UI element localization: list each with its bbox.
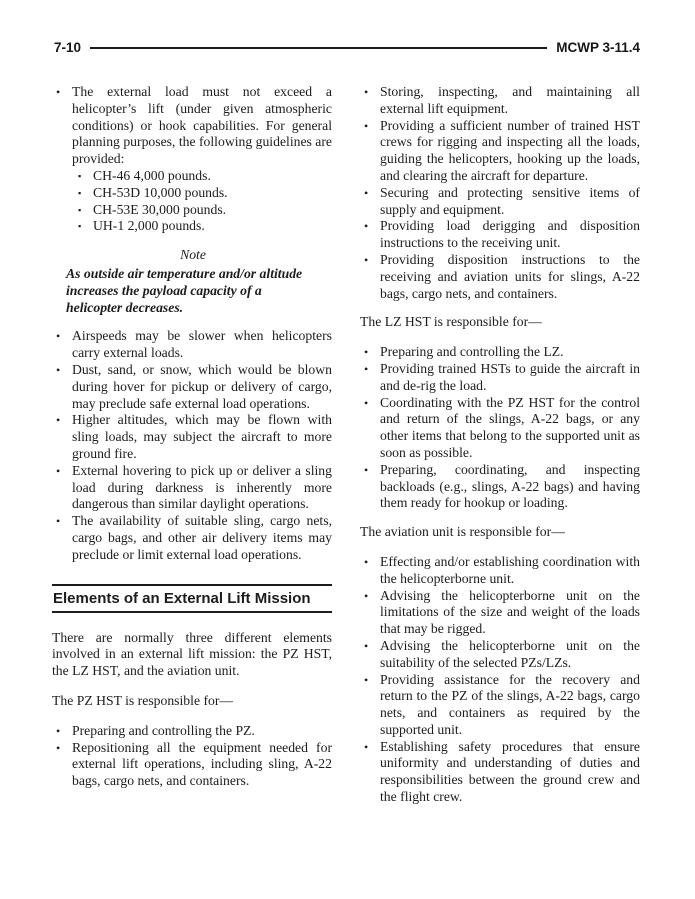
square-bullet-icon: ▪ bbox=[78, 221, 82, 232]
list-item-text: CH-46 4,000 pounds. bbox=[93, 167, 211, 183]
page-header bbox=[0, 0, 695, 55]
considerations-list bbox=[52, 328, 332, 563]
list-item-aircraft bbox=[78, 218, 332, 235]
square-bullet-icon: ▪ bbox=[78, 204, 82, 215]
lz-hst-lead-in: The LZ HST is responsible for— bbox=[360, 314, 542, 330]
list-item-text: Storing, inspecting, and maintaining all external lift equipment. bbox=[380, 84, 640, 116]
list-item bbox=[52, 328, 332, 362]
external-load-list bbox=[52, 84, 332, 235]
list-item-text: CH-53D 10,000 pounds. bbox=[93, 184, 228, 200]
bullet-icon: • bbox=[364, 345, 369, 360]
list-item-text: The external load must not exceed a helicopter’s lift (under given atmospheric conditions) or hook capabilities. For general planning purposes, the following guidelines are provided: bbox=[72, 84, 333, 167]
bullet-icon: • bbox=[364, 739, 369, 754]
bullet-icon: • bbox=[364, 118, 369, 133]
list-item-aircraft bbox=[78, 202, 332, 219]
page-body bbox=[0, 55, 695, 818]
bullet-icon: • bbox=[56, 463, 61, 478]
bullet-icon: • bbox=[56, 413, 61, 428]
aviation-unit-list bbox=[360, 554, 640, 806]
note-title: Note bbox=[180, 247, 206, 263]
list-item bbox=[360, 395, 640, 462]
list-item-text: CH-53E 30,000 pounds. bbox=[93, 201, 227, 217]
list-item-text: Advising the helicopterborne unit on the suitability of the selected PZs/LZs. bbox=[380, 637, 640, 670]
bullet-icon: • bbox=[56, 85, 61, 99]
bullet-icon: • bbox=[56, 514, 61, 529]
list-item bbox=[360, 672, 640, 739]
bullet-icon: • bbox=[56, 362, 61, 377]
list-item bbox=[360, 218, 640, 252]
list-item-text: Establishing safety procedures that ensure uniformity and understanding of duties and responsibilities between the ground crew and the flight crew. bbox=[380, 738, 640, 805]
section-heading: Elements of an External Lift Mission bbox=[52, 584, 332, 613]
aviation-unit-lead-in: The aviation unit is responsible for— bbox=[360, 524, 565, 540]
bullet-icon: • bbox=[364, 672, 369, 687]
left-column bbox=[52, 84, 332, 818]
list-item-text: Effecting and/or establishing coordination with the helicopterborne unit. bbox=[380, 553, 640, 586]
bullet-icon: • bbox=[364, 361, 369, 376]
bullet-icon: • bbox=[364, 638, 369, 653]
bullet-icon: • bbox=[364, 219, 369, 234]
list-item bbox=[52, 362, 332, 412]
pz-hst-lead-in: The PZ HST is responsible for— bbox=[52, 692, 234, 708]
list-item bbox=[360, 84, 640, 118]
list-item-text: Advising the helicopterborne unit on the limitations of the size and weight of the loads that may be rigged. bbox=[380, 587, 640, 637]
list-item bbox=[52, 723, 332, 740]
list-item-text: Providing trained HSTs to guide the aircraft in and de-rig the load. bbox=[380, 360, 640, 393]
bullet-icon: • bbox=[56, 329, 61, 344]
bullet-icon: • bbox=[364, 85, 369, 99]
list-item bbox=[360, 185, 640, 219]
list-item bbox=[52, 84, 332, 168]
list-item-text: UH-1 2,000 pounds. bbox=[93, 218, 205, 234]
bullet-icon: • bbox=[56, 740, 61, 755]
list-item bbox=[360, 739, 640, 806]
square-bullet-icon: ▪ bbox=[78, 187, 82, 198]
list-item bbox=[360, 462, 640, 512]
list-item bbox=[360, 118, 640, 185]
list-item-aircraft bbox=[78, 185, 332, 202]
list-item-text: Dust, sand, or snow, which would be blown during hover for pickup or delivery of cargo, may preclude safe external load operations. bbox=[72, 361, 332, 411]
list-item-text: Coordinating with the PZ HST for the control and return of the slings, A-22 bags, or any other items that belong to the supported unit as soon as possible. bbox=[380, 394, 640, 460]
bullet-icon: • bbox=[364, 185, 369, 200]
bullet-icon: • bbox=[364, 252, 369, 267]
note-text: As outside air temperature and/or altitude increases the payload capacity of a helicopter decreases. bbox=[66, 265, 303, 315]
list-item-text: Providing load derigging and disposition instructions to the receiving unit. bbox=[380, 218, 640, 251]
list-item bbox=[360, 252, 640, 302]
pz-hst-list-continued bbox=[360, 84, 640, 302]
list-item bbox=[360, 588, 640, 638]
doc-id: MCWP 3-11.4 bbox=[556, 40, 640, 55]
bullet-icon: • bbox=[364, 395, 369, 410]
list-item-text: External hovering to pick up or deliver a sling load during darkness is inherently more dangerous than similar daylight operations. bbox=[72, 462, 332, 512]
list-item-text: Preparing and controlling the PZ. bbox=[72, 722, 255, 738]
list-item bbox=[360, 554, 640, 588]
bullet-icon: • bbox=[364, 588, 369, 603]
list-item bbox=[52, 513, 332, 563]
list-item-text: Providing a sufficient number of trained HST crews for rigging and inspecting all the loads, guiding the helicopters, hooking up the loads, and clearing the aircraft for departure. bbox=[380, 117, 640, 183]
list-item bbox=[52, 463, 332, 513]
list-item-text: Repositioning all the equipment needed for external lift operations, including sling, A-22 bags, cargo nets, and containers. bbox=[72, 739, 332, 789]
note-block bbox=[66, 247, 320, 316]
lz-hst-list bbox=[360, 344, 640, 512]
bullet-icon: • bbox=[56, 723, 61, 738]
list-item bbox=[360, 344, 640, 361]
section-intro-paragraph: There are normally three different elements involved in an external lift mission: the PZ HST, the LZ HST, and the aviation unit. bbox=[52, 629, 332, 679]
list-item-text: Preparing and controlling the LZ. bbox=[380, 344, 564, 360]
square-bullet-icon: ▪ bbox=[78, 170, 82, 181]
page-number: 7-10 bbox=[54, 40, 82, 55]
list-item-text: Providing disposition instructions to the receiving and aviation units for slings, A-22 bags, cargo nets, and containers. bbox=[380, 251, 640, 301]
list-item bbox=[52, 412, 332, 462]
list-item-text: Preparing, coordinating, and inspecting backloads (e.g., slings, A-22 bags) and having them ready for hookup or loading. bbox=[380, 461, 640, 511]
bullet-icon: • bbox=[364, 462, 369, 477]
list-item-text: Airspeeds may be slower when helicopters carry external loads. bbox=[72, 328, 332, 361]
list-item bbox=[52, 740, 332, 790]
list-item-aircraft bbox=[78, 168, 332, 185]
list-item-text: The availability of suitable sling, cargo nets, cargo bags, and other air delivery items may preclude or limit external load operations. bbox=[72, 513, 332, 562]
list-item-text: Providing assistance for the recovery and return to the PZ of the slings, A-22 bags, cargo nets, and containers as required by the supported unit. bbox=[380, 671, 640, 737]
list-item-text: Higher altitudes, which may be flown with sling loads, may subject the aircraft to more ground fire. bbox=[72, 412, 332, 461]
list-item bbox=[360, 638, 640, 672]
bullet-icon: • bbox=[364, 554, 369, 569]
pz-hst-list bbox=[52, 723, 332, 790]
list-item-text: Securing and protecting sensitive items of supply and equipment. bbox=[380, 184, 640, 217]
header-rule bbox=[90, 47, 547, 49]
list-item bbox=[360, 361, 640, 395]
right-column bbox=[360, 84, 640, 818]
